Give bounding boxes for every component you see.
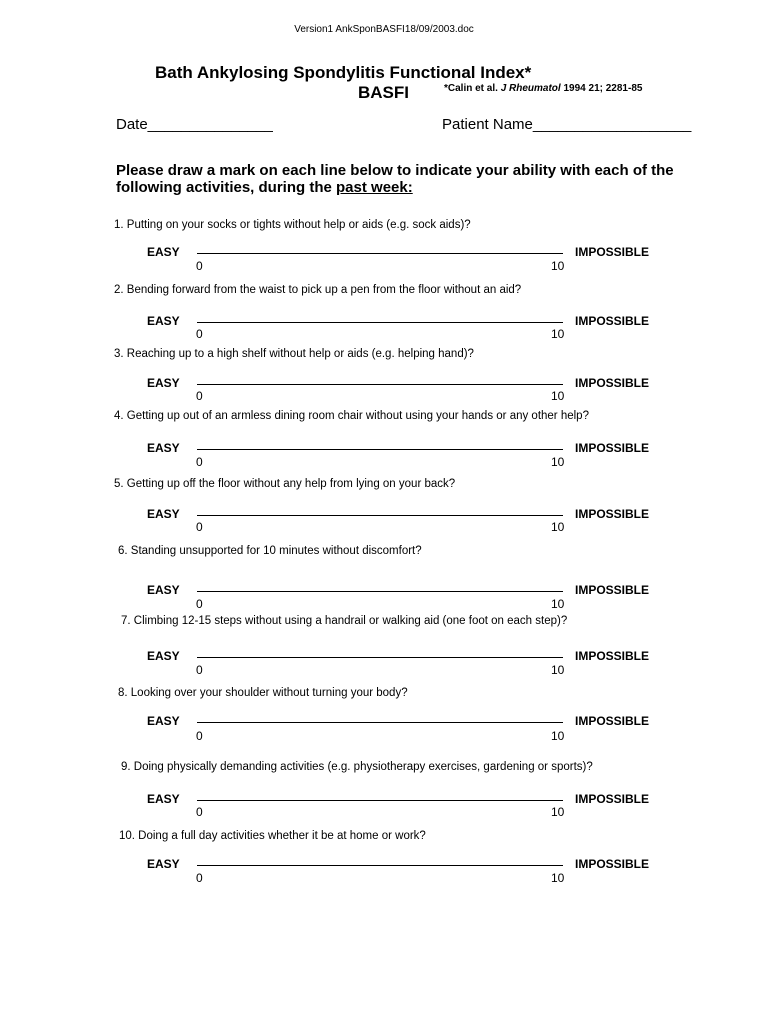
scale-easy-label: EASY — [147, 245, 180, 259]
rating-line[interactable] — [197, 384, 563, 385]
scale-impossible-label: IMPOSSIBLE — [575, 583, 650, 597]
scale-impossible-label: IMPOSSIBLE — [575, 441, 650, 455]
scale-min: 0 — [196, 455, 203, 469]
citation-prefix: *Calin et al. — [444, 83, 501, 94]
scale-min: 0 — [196, 805, 203, 819]
rating-line[interactable] — [197, 449, 563, 450]
question-text: 1. Putting on your socks or tights without help or aids (e.g. sock aids)? — [114, 219, 471, 231]
scale-min: 0 — [196, 389, 203, 403]
citation-suffix: 1994 21; 2281-85 — [560, 83, 643, 94]
scale-easy-label: EASY — [147, 583, 180, 597]
scale-easy-label: EASY — [147, 792, 180, 806]
scale-impossible-label: IMPOSSIBLE — [575, 376, 650, 390]
question-text: 2. Bending forward from the waist to pick up a pen from the floor without an aid? — [114, 284, 522, 296]
scale-min: 0 — [196, 259, 203, 273]
scale-impossible-label: IMPOSSIBLE — [575, 714, 650, 728]
scale-min: 0 — [196, 871, 203, 885]
scale-max: 10 — [551, 805, 565, 819]
scale-min: 0 — [196, 327, 203, 341]
scale-min: 0 — [196, 597, 203, 611]
rating-line[interactable] — [197, 591, 563, 592]
scale-min: 0 — [196, 729, 203, 743]
scale-max: 10 — [551, 520, 565, 534]
scale-max: 10 — [551, 729, 565, 743]
rating-line[interactable] — [197, 322, 563, 323]
scale-easy-label: EASY — [147, 441, 180, 455]
scale-max: 10 — [551, 871, 565, 885]
scale-easy-label: EASY — [147, 649, 180, 663]
question-text: 9. Doing physically demanding activities (e.g. physiotherapy exercises, gardening or sports)? — [121, 761, 593, 773]
question-text: 3. Reaching up to a high shelf without help or aids (e.g. helping hand)? — [114, 348, 474, 360]
rating-line[interactable] — [197, 722, 563, 723]
scale-impossible-label: IMPOSSIBLE — [575, 507, 650, 521]
scale-min: 0 — [196, 520, 203, 534]
scale-max: 10 — [551, 327, 565, 341]
scale-impossible-label: IMPOSSIBLE — [575, 649, 650, 663]
scale-min: 0 — [196, 663, 203, 677]
scale-max: 10 — [551, 663, 565, 677]
scale-max: 10 — [551, 389, 565, 403]
rating-line[interactable] — [197, 515, 563, 516]
document-file-header: Version1 AnkSponBASFI18/09/2003.doc — [294, 24, 474, 35]
rating-line[interactable] — [197, 800, 563, 801]
instructions-underlined: past week: — [336, 179, 413, 196]
page-subtitle: BASFI — [358, 83, 409, 102]
instructions — [116, 162, 716, 196]
date-field[interactable]: Date_______________ — [116, 116, 273, 133]
scale-easy-label: EASY — [147, 857, 180, 871]
question-text: 5. Getting up off the floor without any help from lying on your back? — [114, 478, 456, 490]
citation — [444, 83, 642, 94]
question-text: 6. Standing unsupported for 10 minutes without discomfort? — [118, 545, 422, 557]
question-text: 10. Doing a full day activities whether it be at home or work? — [119, 830, 426, 842]
question-text: 7. Climbing 12-15 steps without using a handrail or walking aid (one foot on each step)? — [121, 615, 568, 627]
page-title: Bath Ankylosing Spondylitis Functional Index* — [155, 63, 532, 82]
rating-line[interactable] — [197, 657, 563, 658]
question-text: 8. Looking over your shoulder without turning your body? — [118, 687, 408, 699]
patient-name-field[interactable]: Patient Name___________________ — [442, 116, 692, 133]
instructions-main: Please draw a mark on each line below to indicate your ability with each of the following activities, during the — [116, 162, 674, 196]
scale-impossible-label: IMPOSSIBLE — [575, 857, 650, 871]
scale-max: 10 — [551, 455, 565, 469]
scale-impossible-label: IMPOSSIBLE — [575, 245, 650, 259]
scale-impossible-label: IMPOSSIBLE — [575, 792, 650, 806]
rating-line[interactable] — [197, 253, 563, 254]
scale-max: 10 — [551, 259, 565, 273]
rating-line[interactable] — [197, 865, 563, 866]
scale-impossible-label: IMPOSSIBLE — [575, 314, 650, 328]
scale-easy-label: EASY — [147, 314, 180, 328]
question-text: 4. Getting up out of an armless dining room chair without using your hands or any other help? — [114, 410, 589, 422]
citation-journal: J Rheumatol — [500, 83, 561, 94]
scale-easy-label: EASY — [147, 507, 180, 521]
scale-easy-label: EASY — [147, 376, 180, 390]
scale-max: 10 — [551, 597, 565, 611]
scale-easy-label: EASY — [147, 714, 180, 728]
